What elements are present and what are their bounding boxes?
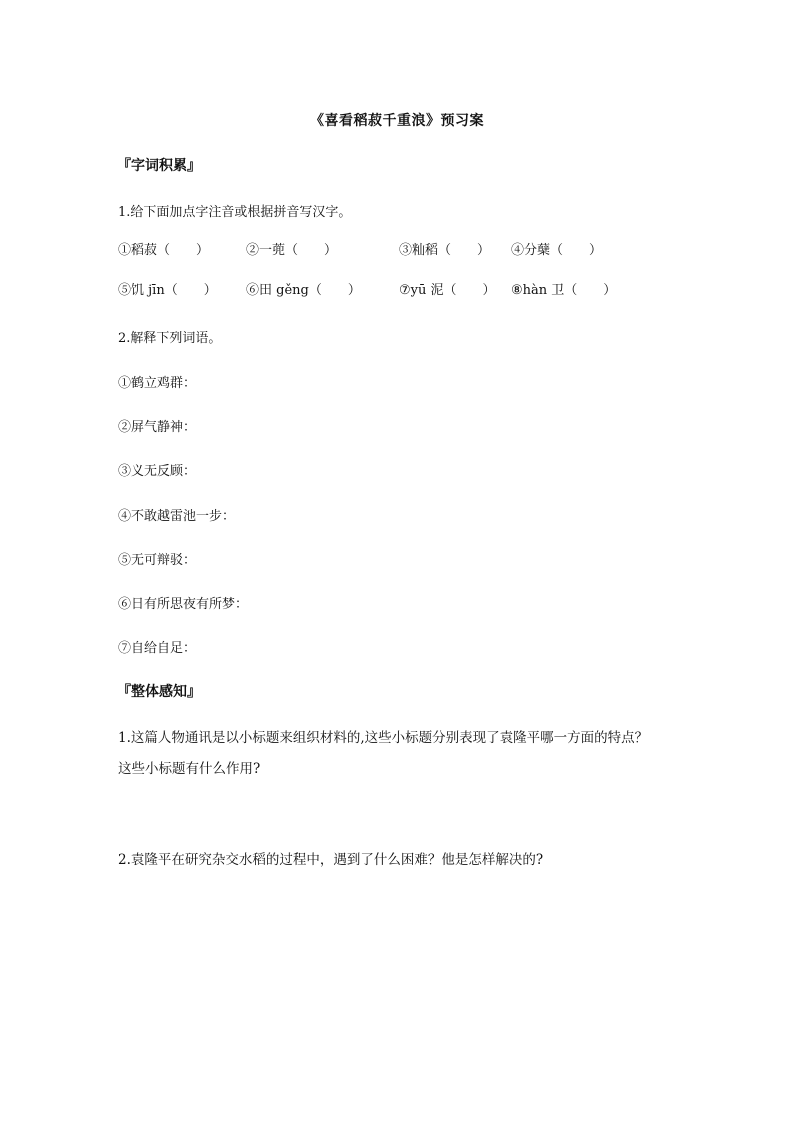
pinyin-item-6: ⑥田 gěng（ ）: [246, 283, 361, 298]
overview-question-1-line-2: 这些小标题有什么作用?: [118, 761, 261, 777]
overview-question-1-line-1: 1.这篇人物通讯是以小标题来组织材料的,这些小标题分别表现了袁隆平哪一方面的特点？: [118, 730, 649, 746]
pinyin-item-8: ⑧hàn 卫（ ）: [511, 283, 617, 298]
term-item-4: ④不敢越雷池一步：: [118, 509, 236, 524]
question-1-prompt: 1.给下面加点字注音或根据拼音写汉字。: [118, 205, 352, 220]
pinyin-item-4: ④分蘖（ ）: [511, 243, 603, 258]
pinyin-item-2: ②一蔸（ ）: [246, 243, 338, 258]
overview-question-2: 2.袁隆平在研究杂交水稻的过程中，遇到了什么困难？他是怎样解决的?: [118, 852, 544, 868]
term-item-6: ⑥日有所思夜有所梦：: [118, 597, 249, 612]
pinyin-item-7: ⑦yū 泥（ ）: [399, 283, 496, 298]
term-item-7: ⑦自给自足：: [118, 641, 197, 656]
pinyin-item-3: ③籼稻（ ）: [399, 243, 491, 258]
term-item-1: ①鹤立鸡群：: [118, 376, 197, 391]
section-heading-overview: 『整体感知』: [117, 684, 201, 700]
pinyin-item-5: ⑤饥 jīn（ ）: [118, 283, 217, 298]
section-heading-vocabulary: 『字词积累』: [117, 158, 201, 174]
pinyin-item-1: ①稻菽（ ）: [118, 243, 210, 258]
term-item-3: ③义无反顾：: [118, 464, 197, 479]
term-item-2: ②屏气静神：: [118, 420, 197, 435]
term-item-5: ⑤无可辩驳：: [118, 553, 197, 568]
document-title: 《喜看稻菽千重浪》预习案: [310, 113, 484, 129]
question-2-prompt: 2.解释下列词语。: [118, 331, 222, 346]
